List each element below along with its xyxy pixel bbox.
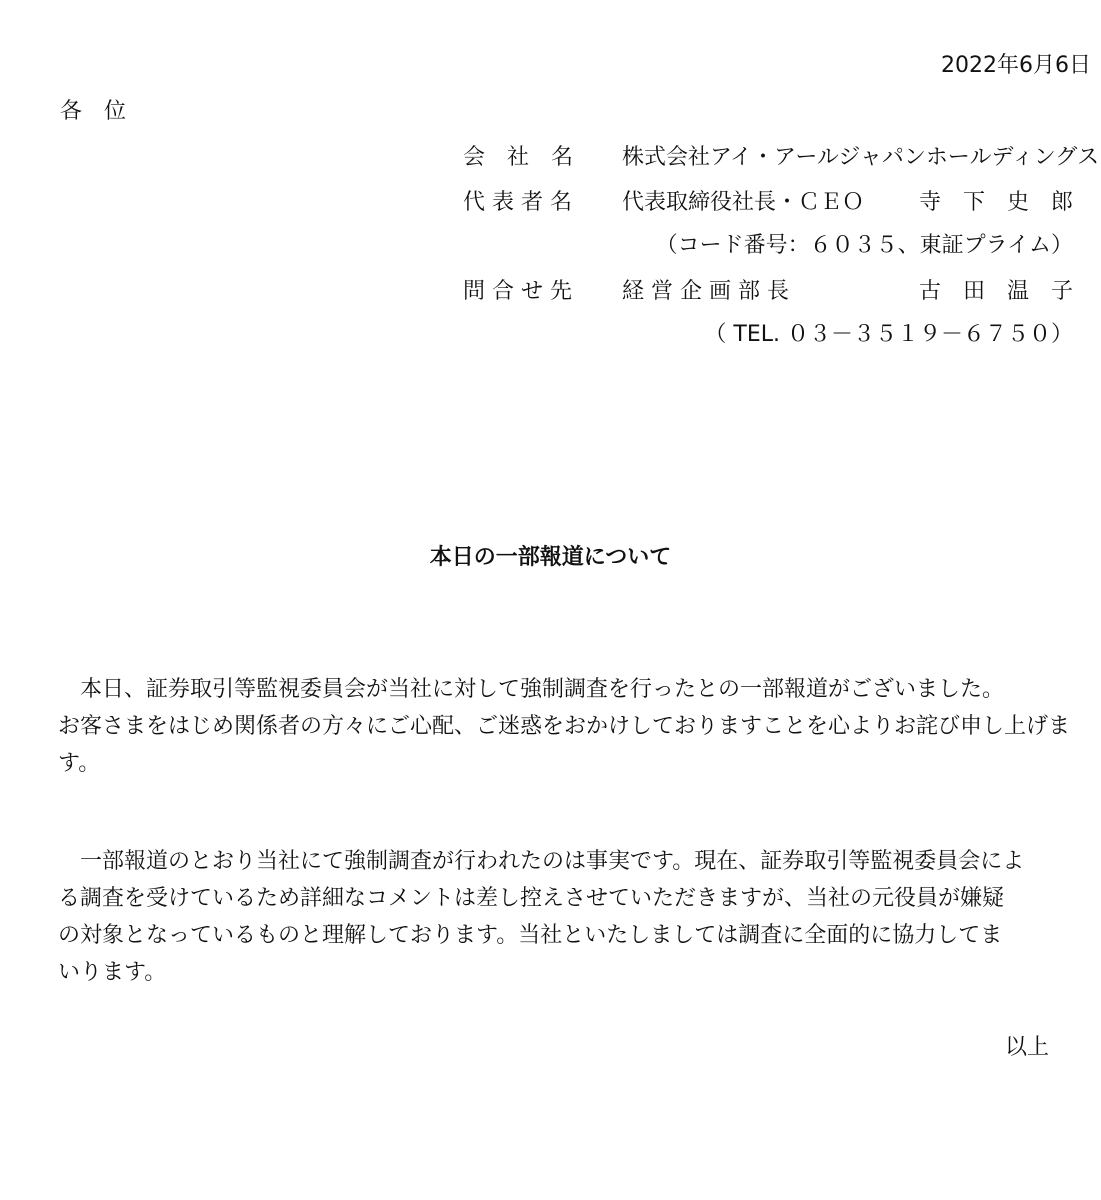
representative-name: 寺 下 史 郎 [918,190,1073,215]
addressee: 各 位 [60,99,127,124]
contact-label: 問 合 せ 先 [463,279,572,304]
representative-title: 代表取締役社長・ＣＥＯ [622,190,865,215]
paragraph-line: す。 [58,751,101,776]
paragraph-investigation [58,843,1058,991]
closing-mark: 以上 [1004,1035,1049,1060]
paragraph-line: の対象となっているものと理解しております。当社といたしましては調査に全面的に協力してま [58,923,1003,948]
contact-name: 古 田 温 子 [918,279,1073,304]
contact-title: 経 営 企 画 部 長 [622,279,789,304]
paragraph-line: 本日、証券取引等監視委員会が当社に対して強制調査を行ったとの一部報道がございました。 [58,677,1005,702]
company-name-label: 会 社 名 [463,145,574,170]
paragraph-apology [58,671,1071,782]
document-date: 2022年6月6日 [941,53,1091,78]
paragraph-line: る調査を受けているため詳細なコメントは差し控えさせていただきますが、当社の元役員が嫌疑 [58,886,1005,911]
document-title: 本日の一部報道について [429,545,672,570]
contact-tel-line: （ TEL. ０３－３５１９－６７５０） [704,322,1073,347]
representative-label: 代 表 者 名 [463,190,572,215]
paragraph-line: 一部報道のとおり当社にて強制調査が行われたのは事実です。現在、証券取引等監視委員会によ [58,849,1025,874]
paragraph-line: お客さまをはじめ関係者の方々にご心配、ご迷惑をおかけしておりますことを心よりお詫び申し上げま [58,714,1071,739]
paragraph-line: いります。 [58,960,167,985]
company-name-value: 株式会社アイ・アールジャパンホールディングス [622,145,1100,170]
stock-code-line: （コード番号：６０３５、東証プライム） [655,233,1073,258]
